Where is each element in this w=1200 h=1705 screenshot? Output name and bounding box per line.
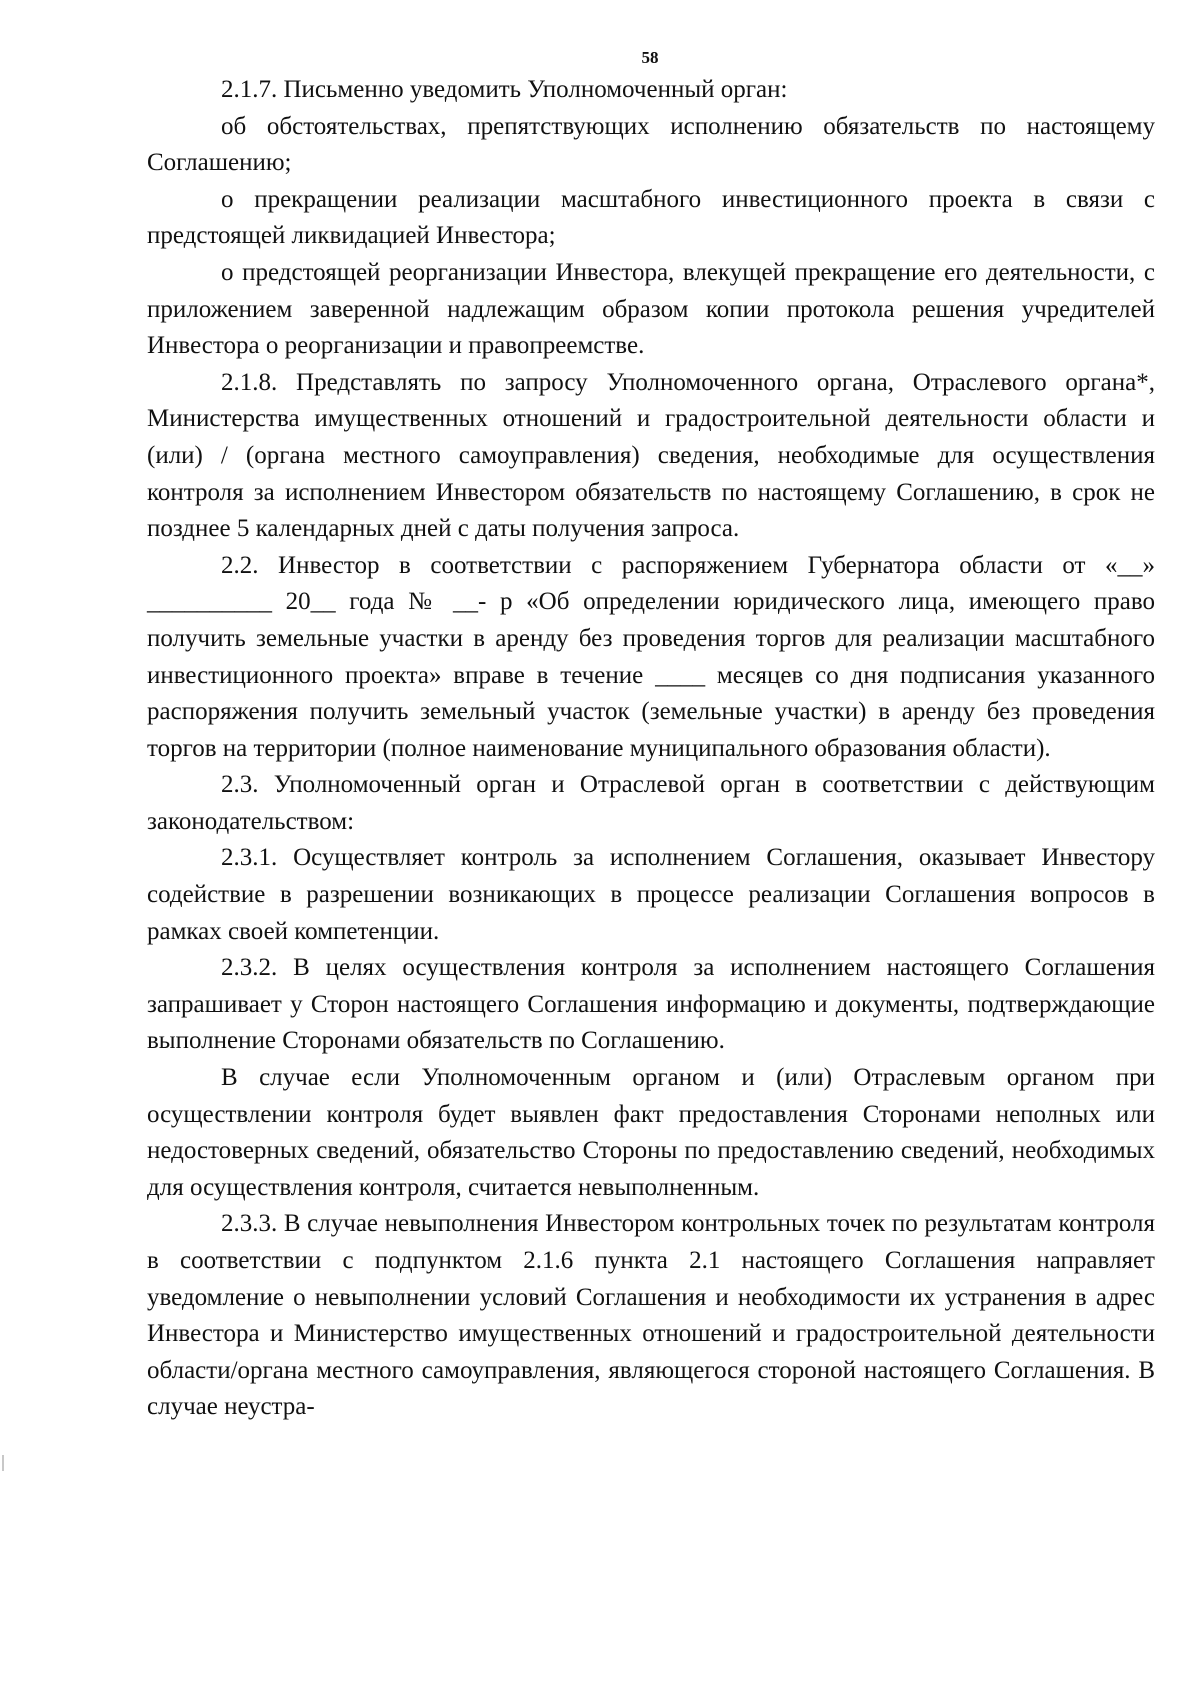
paragraph-2-2: 2.2. Инвестор в соответствии с распоряжением Губернатора области от «__» __________ 20__ года № __- р «Об определении юридического лица, имеющего право получить земельные участки в аренду без проведения торгов для реализации масштабного инвестиционного проекта» вправе в течение ____ месяцев со дня подписания указанного распоряжения получить земельный участок (земельные участки) в аренду без проведения торгов на территории (полное наименование муниципального образования области). (147, 551, 1155, 762)
paragraph-2-3: 2.3. Уполномоченный орган и Отраслевой орган в соответствии с действующим законодательством: (147, 771, 1155, 835)
paragraph-2-3-2: 2.3.2. В целях осуществления контроля за исполнением настоящего Соглашения запрашивает у Сторон настоящего Соглашения информацию и документы, подтверждающие выполнение Сторонами обязательств по Соглашению. (147, 954, 1155, 1055)
paragraph-2-1-7: 2.1.7. Письменно уведомить Уполномоченный орган: (221, 76, 788, 103)
paragraph-obstacles: об обстоятельствах, препятствующих исполнению обязательств по настоящему Соглашению; (147, 112, 1155, 177)
paragraph-2-3-1: 2.3.1. Осуществляет контроль за исполнением Соглашения, оказывает Инвестору содействие в разрешении возникающих в процессе реализации Соглашения вопросов в рамках своей компетенции. (147, 844, 1155, 945)
paragraph-incomplete-info: В случае если Уполномоченным органом и (или) Отраслевым органом при осуществлении контроля будет выявлен факт предоставления Сторонами неполных или недостоверных сведений, обязательство Стороны по предоставлению сведений, необходимых для осуществления контроля, считается невыполненным. (147, 1064, 1155, 1201)
paragraph-reorganization: о предстоящей реорганизации Инвестора, влекущей прекращение его деятельности, с приложением заверенной надлежащим образом копии протокола решения учредителей Инвестора о реорганизации и правопреемстве. (147, 258, 1155, 360)
paragraph-termination: о прекращении реализации масштабного инвестиционного проекта в связи с предстоящей ликвидацией Инвестора; (147, 185, 1155, 250)
page-number: 58 (641, 48, 659, 67)
paragraph-2-3-3: 2.3.3. В случае невыполнения Инвестором контрольных точек по результатам контроля в соответствии с подпунктом 2.1.6 пункта 2.1 настоящего Соглашения направляет уведомление о невыполнении условий Соглашения и необходимости их устранения в адрес Инвестора и Министерство имущественных отношений и градостроительной деятельности области/органа местного самоуправления, являющегося стороной настоящего Соглашения. В случае неустра- (147, 1210, 1155, 1421)
scan-edge-mark (2, 1455, 4, 1471)
document-body (147, 72, 1155, 1426)
paragraph-2-1-8: 2.1.8. Представлять по запросу Уполномоченного органа, Отраслевого органа*, Министерства имущественных отношений и градостроительной деятельности области и (или) / (органа местного самоуправления) сведения, необходимые для осуществления контроля за исполнением Инвестором обязательств по настоящему Соглашению, в срок не позднее 5 календарных дней с даты получения запроса. (147, 368, 1155, 543)
